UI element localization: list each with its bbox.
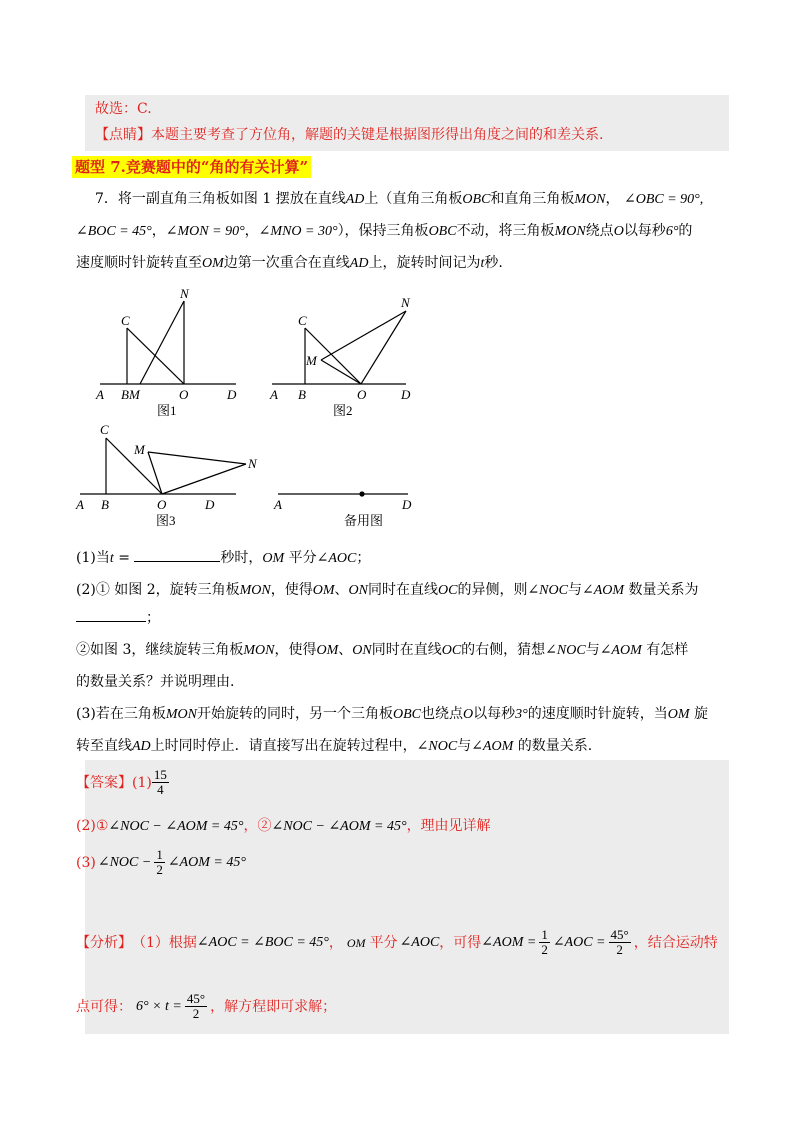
choice-line: 故选：C.	[95, 101, 152, 117]
fig1-label-d: D	[227, 387, 237, 402]
remark-tag: 【点睛】	[95, 127, 151, 143]
answer-blank-1[interactable]	[134, 549, 220, 562]
problem-line-1: 7．将一副直角三角板如图 1 摆放在直线AD上（直角三角板OBC和直角三角板MON， ∠OBC = 90°,	[95, 191, 704, 207]
question-2-2: ②如图 3，继续旋转三角板MON，使得OM、ON同时在直线OC的右侧，猜想∠NOC与∠AOM 有怎样	[76, 642, 689, 658]
question-3: (3)若在三角板MON开始旋转的同时，另一个三角板OBC也绕点O以每秒3°的速度顺时针旋转，当OM 旋	[76, 706, 708, 722]
fig3-label-o: O	[157, 497, 167, 512]
analysis-line-1: 【分析】 （1）根据 ∠AOC = ∠BOC = 45° ， OM 平分 ∠AOC ，可得 ∠AOM = $\frac{1}{2}$ ∠AOC = $\frac{45^\circ}{2}$ ，结合运动特	[76, 927, 718, 957]
fig2-caption: 图2	[333, 403, 353, 418]
answer-blank-2[interactable]	[76, 609, 146, 622]
fig3-side-no	[162, 464, 246, 494]
fig3-label-m: M	[134, 442, 145, 457]
problem-line-2: ∠BOC = 45°，∠MON = 90°，∠MNO = 30°），保持三角板OBC不动，将三角板MON绕点O以每秒6°的	[76, 223, 693, 239]
spare-point-o	[359, 491, 364, 496]
problem-line-3: 速度顺时针旋转直至OM边第一次重合在直线AD上，旋转时间记为t秒.	[76, 255, 503, 271]
section-title: 题型 7.竞赛题中的“角的有关计算”	[72, 156, 311, 178]
fig1-label-c: C	[121, 313, 130, 328]
fig1-side-nm	[140, 301, 184, 384]
answer-1-fraction: $\frac{15}{4}$	[153, 767, 167, 797]
fig2-label-c: C	[298, 313, 307, 328]
answer-1: 【答案】 (1) $\frac{15}{4}$	[76, 767, 167, 797]
answer-3-half: $\frac{1}{2}$	[156, 847, 163, 877]
fig1-label-n: N	[180, 286, 189, 301]
fig2-label-o: O	[357, 387, 367, 402]
fig2-label-d: D	[401, 387, 411, 402]
fig3-side-mn	[148, 452, 246, 464]
fig1-caption: 图1	[157, 403, 177, 418]
fig1-label-a: A	[96, 387, 104, 402]
question-2-1: (2)① 如图 2，旋转三角板MON，使得OM、ON同时在直线OC的异侧，则∠NOC与∠AOM 数量关系为	[76, 582, 699, 598]
spare-label-d: D	[402, 497, 412, 512]
fig2-side-on	[361, 311, 406, 384]
fig3-caption: 图3	[156, 513, 176, 528]
answer-2: (2)①∠NOC − ∠AOM = 45°，②∠NOC − ∠AOM = 45°，理由见详解	[76, 818, 491, 834]
remark-text: 本题主要考查了方位角，解题的关键是根据图形得出角度之间的和差关系.	[151, 127, 604, 143]
fig3-label-d: D	[205, 497, 215, 512]
spare-label-a: A	[274, 497, 282, 512]
fig3-label-n: N	[248, 456, 257, 471]
spare-caption: 备用图	[344, 513, 384, 528]
fig3-label-a: A	[76, 497, 84, 512]
answer-3: (3) ∠NOC − $\frac{1}{2}$ ∠AOM = 45°	[76, 847, 246, 877]
fig2-label-a: A	[270, 387, 278, 402]
question-1: (1)当t = 秒时，OM 平分∠AOC；	[76, 550, 371, 566]
analysis-line-2: 点可得： 6° × t = $\frac{45^\circ}{2}$ ，解方程即可求解；	[76, 991, 337, 1021]
fig3-label-b: B	[101, 497, 109, 512]
fig2-side-nm	[321, 311, 406, 360]
question-3-cont: 转至直线AD上时同时停止．请直接写出在旋转过程中，∠NOC与∠AOM 的数量关系.	[76, 738, 593, 754]
fig2-label-n: N	[401, 295, 410, 310]
fig1-label-bm: BM	[121, 387, 140, 402]
figures	[0, 0, 800, 540]
fig1-label-o: O	[179, 387, 189, 402]
fig2-label-b: B	[298, 387, 306, 402]
question-2-2-cont: 的数量关系？并说明理由.	[76, 674, 235, 690]
fig3-label-c: C	[100, 422, 109, 437]
fig2-label-m: M	[306, 353, 317, 368]
question-2-1-blank: ；	[76, 608, 800, 628]
